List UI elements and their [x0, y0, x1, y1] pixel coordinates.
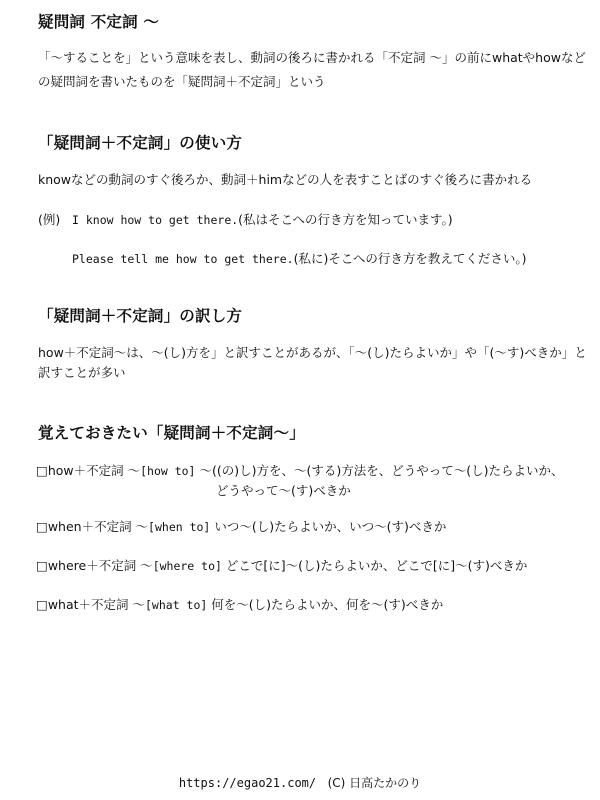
item-term: how＋不定詞 ～ [47, 463, 141, 478]
list-item-where [36, 556, 527, 574]
checkbox-icon: □ [36, 597, 48, 612]
section-heading-memorize: 覚えておきたい「疑問詞＋不定詞～」 [38, 424, 305, 442]
item-meaning: 何を～(し)たらよいか、何を～(す)べきか [211, 597, 444, 612]
example-2-japanese: (私に)そこへの行き方を教えてください。) [293, 251, 527, 266]
section-heading-intro: 疑問詞 不定詞 ～ [38, 13, 160, 31]
item-english: [what to] [145, 598, 208, 612]
example-sentence-1 [72, 210, 453, 228]
footer-url: https://egao21.com/ [178, 776, 317, 790]
intro-text-line-1: 「～することを」という意味を表し、動詞の後ろに書かれる「不定詞 ～」の前にwhatやhowなど [38, 50, 586, 65]
checkbox-icon: □ [36, 519, 48, 534]
example-1-english: I know how to get there. [72, 213, 239, 227]
item-term: what＋不定詞 ～ [47, 597, 145, 612]
section-heading-usage: 「疑問詞＋不定詞」の使い方 [38, 134, 243, 152]
item-term: when＋不定詞 ～ [47, 519, 149, 534]
section-heading-translation: 「疑問詞＋不定詞」の訳し方 [38, 307, 243, 325]
item-english: [how to] [140, 464, 196, 478]
item-meaning: どこで[に]～(し)たらよいか、どこで[に]～(す)べきか [225, 558, 528, 573]
item-term: where＋不定詞 ～ [47, 558, 153, 573]
intro-text-line-2: の疑問詞を書いたものを「疑問詞＋不定詞」という [38, 74, 326, 89]
example-2-english: Please tell me how to get there. [72, 252, 294, 266]
list-item-what [36, 595, 443, 613]
checkbox-icon: □ [36, 558, 48, 573]
translation-text-line-1: how＋不定詞～は、～(し)方を」と訳すことがあるが、「～(し)たらよいか」や「(～す)べきか」と [38, 345, 587, 360]
translation-text-line-2: 訳すことが多い [38, 365, 126, 380]
checkbox-icon: □ [36, 463, 48, 478]
example-1-japanese: (私はそこへの行き方を知っています。) [238, 212, 453, 227]
example-label: (例) [38, 212, 61, 227]
list-item-how [36, 461, 563, 479]
item-meaning: いつ～(し)たらよいか、いつ～(す)べきか [214, 519, 447, 534]
list-item-when [36, 517, 446, 535]
item-english: [where to] [152, 559, 222, 573]
list-item-how-continuation: どうやって～(す)べきか [216, 483, 351, 498]
footer-copyright: (C) 日高たかのり [327, 776, 422, 790]
usage-description: knowなどの動詞のすぐ後ろか、動詞＋himなどの人を表すことばのすぐ後ろに書かれる [38, 172, 533, 187]
item-english: [when to] [148, 520, 211, 534]
footer [0, 774, 600, 791]
example-sentence-2 [72, 249, 526, 267]
item-meaning: ～((の)し)方を、～(する)方法を、どうやって～(し)たらよいか、 [199, 463, 564, 478]
